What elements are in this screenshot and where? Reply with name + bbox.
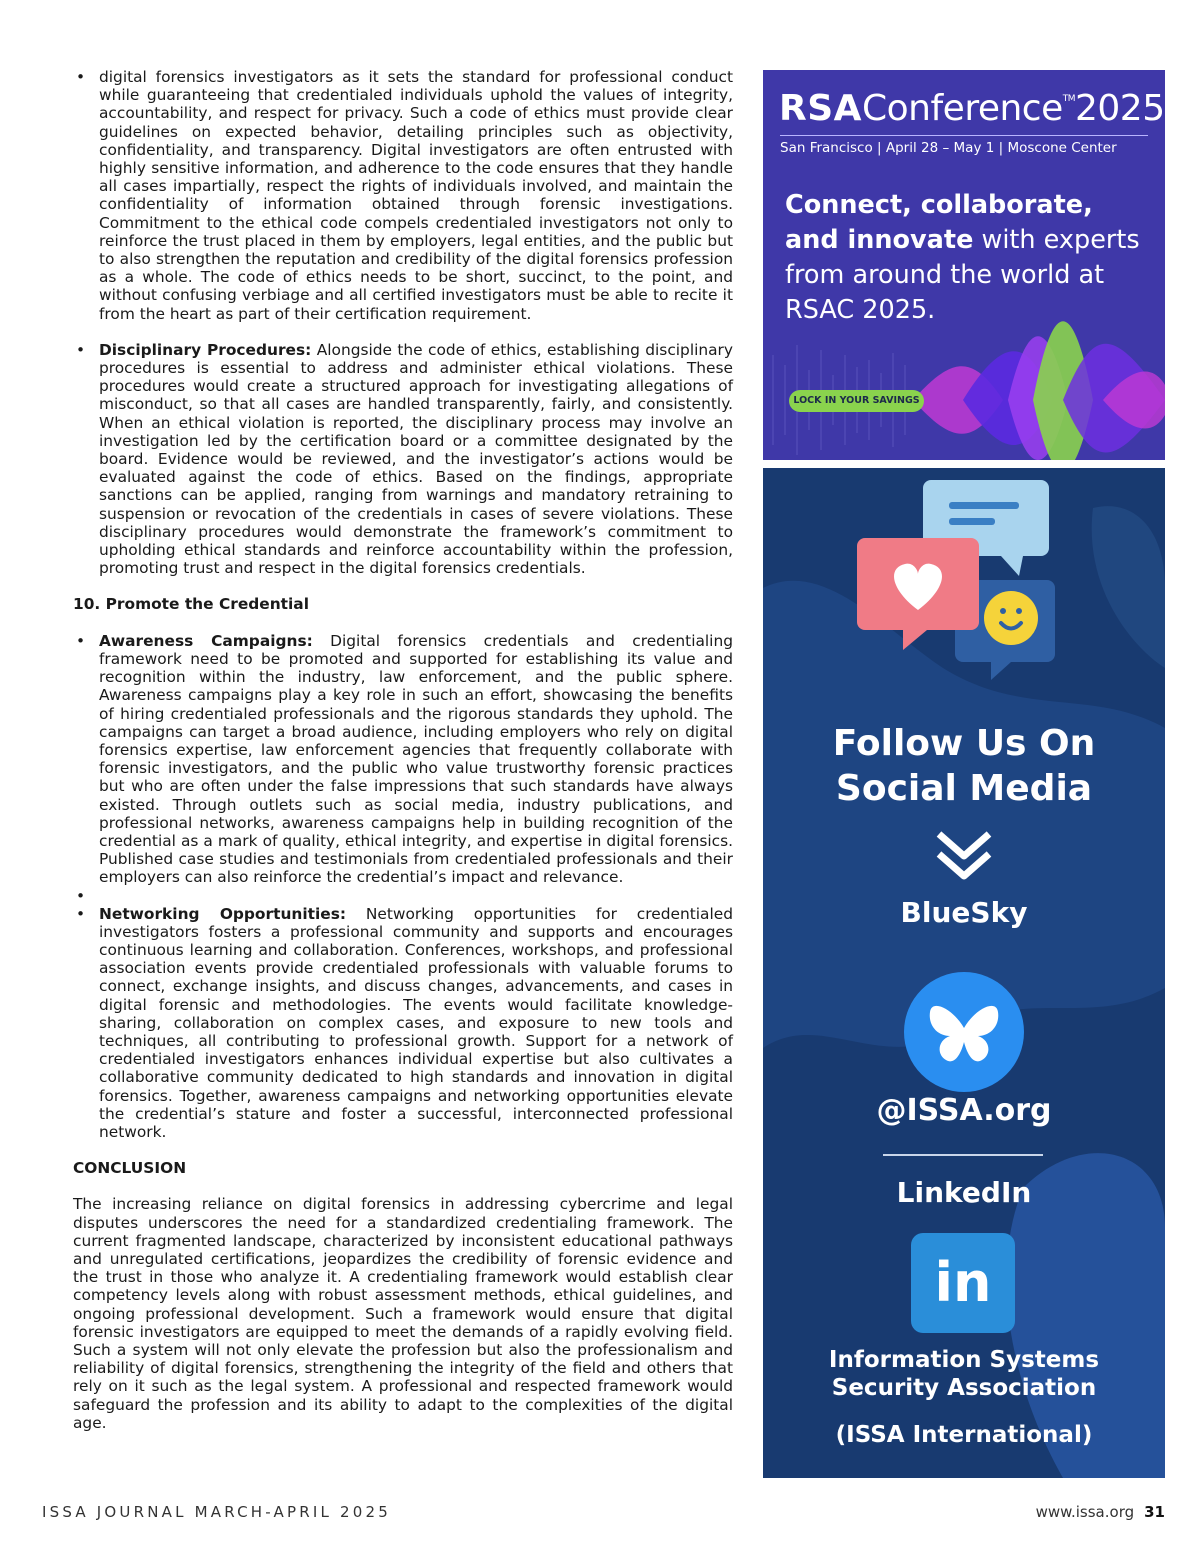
ethics-bullet-list	[73, 68, 733, 323]
organization-intl: (ISSA International)	[835, 1422, 1093, 1448]
rsa-logo	[779, 88, 1165, 129]
linkedin-label: LinkedIn	[896, 1176, 1032, 1209]
rsa-headline-rest: with experts from around the world at RSAC 2025.	[785, 225, 1140, 325]
lock-in-savings-button[interactable]: LOCK IN YOUR SAVINGS	[789, 390, 924, 412]
follow-us-heading	[763, 721, 1165, 811]
disciplinary-text: Alongside the code of ethics, establishing disciplinary procedures is essential to address and administer ethical violations. These procedures would create a structured approach for investigating allegations of misconduct, so that all cases are handled transparently, fairly, and consistently. When an ethical violation is reported, the disciplinary process may involve an investigation led by the certification board or a committee designated by the board. Evidence would be reviewed, and the investigator’s actions would be evaluated against the code of ethics. Based on the findings, appropriate sanctions can be applied, ranging from warnings and mandatory retraining to suspension or revocation of the credentials in cases of severe violations. These disciplinary procedures would demonstrate the framework’s commitment to upholding ethical standards and reinforce accountability within the profession, promoting trust and respect in the digital forensics credentials.	[99, 340, 733, 578]
rsa-divider	[780, 135, 1148, 136]
org-line-1: Information Systems	[828, 1347, 1100, 1373]
networking-title: Networking Opportunities:	[99, 904, 347, 923]
divider-line	[883, 1154, 1043, 1156]
journal-footer: ISSA JOURNAL MARCH-APRIL 2025	[42, 1503, 391, 1521]
disciplinary-title: Disciplinary Procedures:	[99, 340, 312, 359]
disciplinary-bullet	[73, 341, 733, 578]
follow-line-1: Follow Us On	[832, 723, 1096, 764]
ethics-bullet-text: digital forensics investigators as it sets the standard for professional conduct while guaranteeing that credentialed individuals uphold the values of integrity, accountability, and respect for privacy. Such a code of ethics must provide clear guidelines on expected behavior, detailing principles such as objectivity, confidentiality, and transparency. Digital investigators are often entrusted with highly sensitive information, and adherence to the code ensures that they handle all cases impartially, respect the rights of individuals involved, and maintain the confidentiality of information obtained through forensic investigations. Commitment to the ethical code compels credentialed investigators not only to reinforce the trust placed in them by employers, legal entities, and the public but to also strengthen the reputation and credibility of the digital forensics profession as a whole. The code of ethics needs to be short, succinct, to the point, and without confusing verbiage and all certified investigators must be able to recite it from the heart as part of their certification requirement.	[99, 68, 733, 323]
issa-handle[interactable]: @ISSA.org	[876, 1093, 1052, 1128]
article-column	[73, 68, 733, 1432]
awareness-title: Awareness Campaigns:	[99, 631, 313, 650]
organization-name	[763, 1346, 1165, 1402]
conclusion-heading: CONCLUSION	[73, 1159, 187, 1178]
double-chevron-down-icon	[933, 828, 995, 884]
page-number: 31	[1144, 1503, 1165, 1521]
networking-bullet	[73, 905, 733, 1142]
disciplinary-bullet-list	[73, 341, 733, 578]
bluesky-butterfly-icon[interactable]	[902, 970, 1026, 1094]
linkedin-icon[interactable]: in	[911, 1233, 1015, 1333]
conclusion-text: The increasing reliance on digital forensics in addressing cybercrime and legal disputes underscores the need for a standardized credentialing framework. The current fragmented landscape, characterized by inconsistent educational pathways and unregulated certifications, jeopardizes the credibility of forensic evidence and the trust in those who analyze it. A credentialing framework would establish clear competency levels along with robust assessment methods, ethical guidelines, and ongoing professional development. Such a framework would ensure that digital forensic investigators are equipped to meet the demands of a rapidly evolving field. Such a system will not only elevate the profession but also the professionalism and reliability of digital forensics, strengthening the integrity of the field and others that rely on it such as the legal system. A professional and respected framework would safeguard the profession and its ability to adapt to the complexities of the digital age.	[73, 1195, 733, 1432]
rsa-subline: San Francisco | April 28 – May 1 | Moscone Center	[780, 140, 1117, 156]
chat-bubbles-icon	[851, 480, 1071, 680]
section-heading: 10. Promote the Credential	[73, 595, 309, 614]
org-line-2: Security Association	[831, 1375, 1097, 1401]
sound-wave-graphic	[763, 295, 1165, 460]
rsa-logo-tm: TM	[1062, 94, 1075, 104]
social-media-ad	[763, 468, 1165, 1478]
awareness-bullet	[73, 632, 733, 887]
footer-right	[1036, 1503, 1165, 1521]
website-link[interactable]: www.issa.org	[1035, 1503, 1135, 1521]
rsa-headline-bold: Connect, collaborate, and innovate	[785, 190, 1093, 255]
rsa-logo-light: Conference	[862, 88, 1063, 129]
rsa-conference-ad[interactable]	[763, 70, 1165, 460]
rsa-logo-year: 2025	[1075, 88, 1165, 129]
networking-text: Networking opportunities for credentialed investigators fosters a professional community and supports and encourages continuous learning and collaboration. Conferences, workshops, and professional association events provide credentialed professionals with valuable forums to connect, exchange insights, and discuss changes, advancements, and cases in digital forensic and methodologies. The events would facilitate knowledge-sharing, collaboration on complex cases, and exposure to new tools and techniques, all contributing to professional growth. Support for a network of credentialed investigators enhances individual expertise but also cultivates a collaborative community dedicated to high standards and innovation in digital forensics. Together, awareness campaigns and networking opportunities elevate the credential’s stature and foster a successful, interconnected professional network.	[99, 904, 733, 1141]
rsa-logo-bold: RSA	[779, 88, 863, 129]
ethics-bullet	[73, 68, 733, 323]
awareness-text: Digital forensics credentials and credentialing framework need to be promoted and supported for establishing its value and recognition within the industry, law enforcement, and the public sphere. Awareness campaigns play a key role in such an effort, showcasing the benefits of hiring credentialed professionals and the rigorous standards they uphold. The campaigns can target a broad audience, including employers who rely on digital forensics expertise, law enforcement agencies that frequently collaborate with forensic investigators, and the public who value trustworthy forensic practices but who are often under the false impressions that such standards have always existed. Through outlets such as social media, industry publications, and professional networks, awareness campaigns help in building recognition of the credential as a mark of quality, ethical integrity, and expertise in digital forensics. Published case studies and testimonials from credentialed professionals and their employers can also reinforce the credential’s impact and relevance.	[99, 631, 733, 887]
bluesky-label: BlueSky	[900, 896, 1028, 929]
promote-bullet-list	[73, 632, 733, 1141]
follow-line-2: Social Media	[835, 768, 1093, 809]
